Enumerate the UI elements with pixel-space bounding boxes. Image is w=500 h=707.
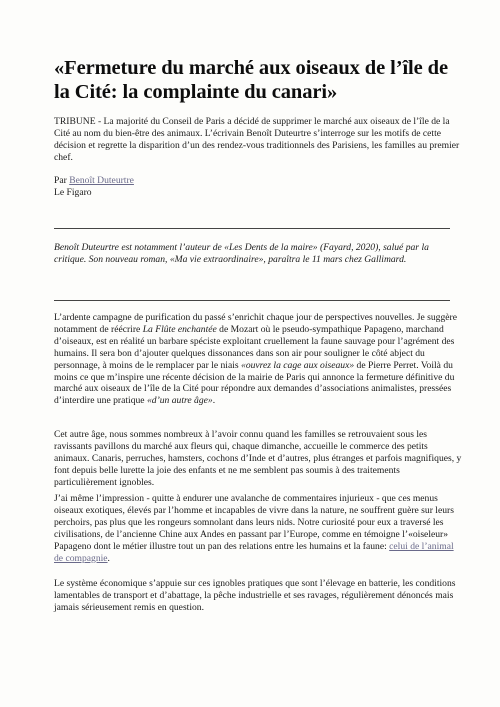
paragraph-4: Le système économique s’appuie sur ces ignobles pratiques que sont l’élevage en batterie, les conditions lamentables de transport et d’abattage, la pêche industrielle et ses ravages, régulièrement dénoncés mais jamais sérieusement remis en question. <box>54 578 456 613</box>
paragraph-3 <box>54 493 462 564</box>
paragraph-2: Cet autre âge, nous sommes nombreux à l’avoir connu quand les familles se retrouvaient sous les ravissants pavillons du marché aux fleurs qui, chaque dimanche, accueille le commerce des petits animaux. Canaris, perruches, hamsters, cochons d’Inde et d’autres, plus étranges et parfois magnifiques, y font depuis belle lurette la joie des enfants et ne me semblent pas soumis à des traitements particulièrement ignobles. <box>54 429 462 488</box>
paragraph-1 <box>54 312 462 407</box>
companion-animal-link[interactable]: celui de l’animal de compagnie <box>54 540 454 564</box>
p1-italic-title: La Flûte enchantée <box>142 323 217 335</box>
byline-prefix: Par <box>54 175 70 186</box>
divider-top <box>54 228 450 229</box>
p1-italic-song: «ouvrez la cage aux oiseaux» <box>241 359 355 371</box>
p3-text-a: J’ai même l’impression - quitte à endurer une avalanche de commentaires injurieux - que ces menus oiseaux exotiques, élevés par l’homme et incapables de vivre dans la nature, ne souffrent guère sur leurs perchoirs, pas plus que les rongeurs somnolant dans leurs nids. Notre curiosité pour eux a traversé les civilisations, de l’ancienne Chine aux Andes en passant par l’Europe, comme en témoigne l’«oiseleur» Papageno dont le métier illustre tout un pan des relations entre les humains et la faune: <box>54 493 454 552</box>
author-bio: Benoît Duteurtre est notamment l’auteur de «Les Dents de la maire» (Fayard, 2020), salué par la critique. Son nouveau roman, «Ma vie extraordinaire», paraîtra le 11 mars chez Gallimard. <box>54 242 429 265</box>
p1-text-e: de Pierre Perret. Voilà du moins ce que m’inspire une récente décision de la mairie de Paris qui annonce la fermeture définitive du marché aux oiseaux de l’île de la Cité pour répondre aux demandes d’associations animalistes, pressées d’interdire une pratique <box>54 359 455 407</box>
article-lead: TRIBUNE - La majorité du Conseil de Paris a décidé de supprimer le marché aux oiseaux de l’île de la Cité au nom du bien-être des animaux. L’écrivain Benoît Duteurtre s’interroge sur les motifs de cette décision et regrette la disparition d’un des rendez-vous traditionnels des Parisiens, les familles au premier chef. <box>54 116 460 163</box>
p3-text-b: . <box>107 552 110 564</box>
p1-text-a: L’ardente campagne de purification du passé s’enrichit chaque jour de perspectives nouvelles. Je suggère notamment de réécrire <box>54 312 457 335</box>
author-link[interactable]: Benoît Duteurtre <box>69 175 134 186</box>
divider-bottom <box>54 300 450 301</box>
p1-text-g: . <box>212 395 216 407</box>
p1-italic-quote: «d’un autre âge» <box>146 395 213 407</box>
byline <box>54 175 462 187</box>
publication-source: Le Figaro <box>54 187 92 198</box>
p1-text-c: de Mozart où le pseudo-sympathique Papageno, marchand d’oiseaux, est en réalité un barbare spéciste exploitant cruellement la faune sauvage pour l’agrément des humains. Il sera bon d’ajouter quelques dissonances dans son air pour souligner le côté abject du personnage, à moins de le remplacer par le niais <box>54 323 455 371</box>
article-title: «Fermeture du marché aux oiseaux de l’île de la Cité: la complainte du canari» <box>54 57 448 103</box>
